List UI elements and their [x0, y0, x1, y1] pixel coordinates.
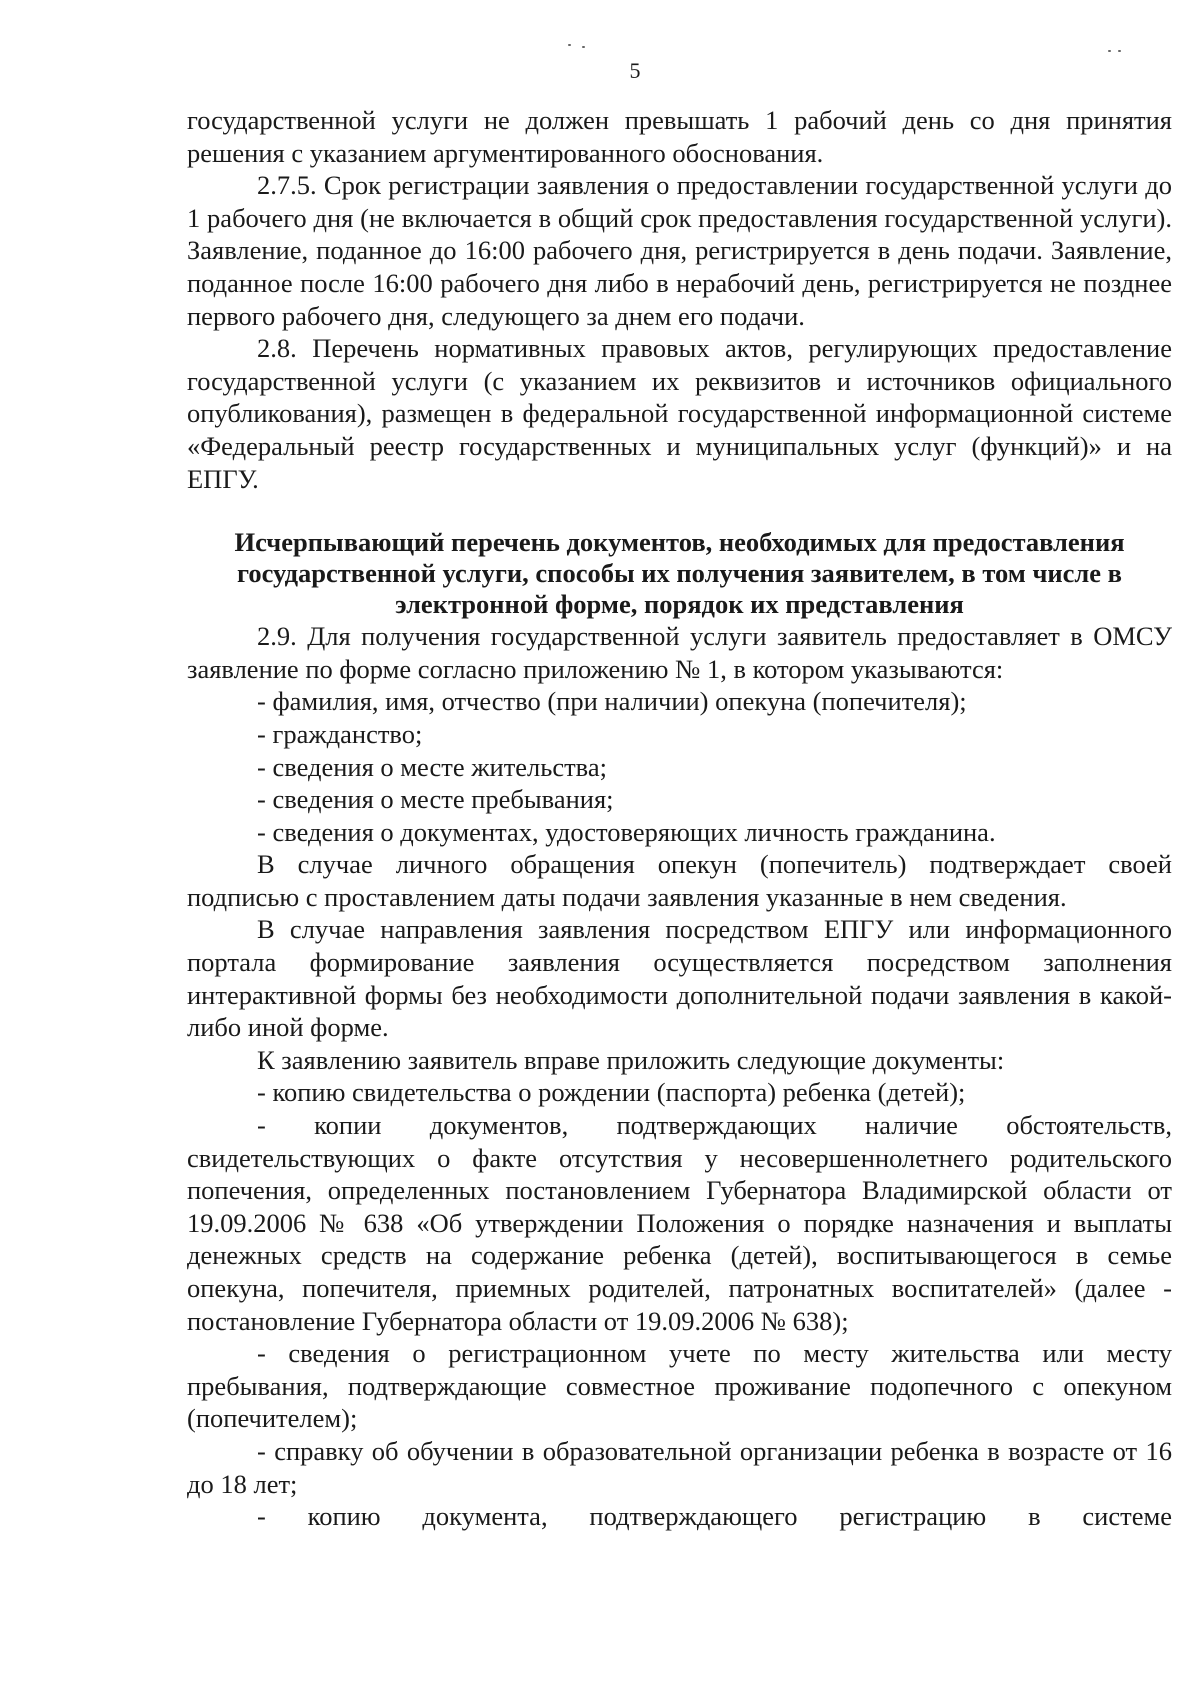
page-number: 5: [629, 58, 641, 83]
paragraph-2-8: 2.8. Перечень нормативных правовых актов, регулирующих предоставление государственной услуги (с указанием их реквизитов и источников официального опубликования), размещен в федеральной государственной информационной системе «Федеральный реестр государственных и муниципальных услуг (функций)» и на ЕПГУ.: [187, 333, 1172, 494]
paragraph: К заявлению заявитель вправе приложить следующие документы:: [257, 1044, 1005, 1075]
paragraph-2-7-5: 2.7.5. Срок регистрации заявления о предоставлении государственной услуги до 1 рабочего дня (не включается в общий срок предоставления государственной услуги). Заявление, поданное до 16:00 рабочего дня, регистрируется в день подачи. Заявление, поданное после 16:00 рабочего дня либо в нерабочий день, регистрируется не позднее первого рабочего дня, следующего за днем его подачи.: [187, 170, 1172, 331]
list-item: - копии документов, подтверждающих наличие обстоятельств, свидетельствующих о факте отсутствия у несовершеннолетнего родительского попечения, определенных постановлением Губернатора Владимирской области от 19.09.2006 № 638 «Об утверждении Положения о порядке назначения и выплаты денежных средств на содержание ребенка (детей), воспитывающегося в семье опекуна, попечителя, приемных родителей, патронатных воспитателей» (далее - постановление Губернатора области от 19.09.2006 № 638);: [187, 1110, 1172, 1336]
scan-speck: [582, 46, 585, 48]
scan-speck: [1108, 50, 1111, 52]
list-item: - фамилия, имя, отчество (при наличии) опекуна (попечителя);: [257, 686, 967, 717]
list-item: - сведения о месте пребывания;: [257, 784, 614, 815]
list-item: - сведения о регистрационном учете по месту жительства или месту пребывания, подтверждающие совместное проживание подопечного с опекуном (попечителем);: [187, 1338, 1172, 1434]
paragraph-2-9: 2.9. Для получения государственной услуги заявитель предоставляет в ОМСУ заявление по форме согласно приложению № 1, в котором указываются:: [187, 621, 1172, 684]
list-item: - гражданство;: [257, 718, 423, 749]
scan-speck: [568, 44, 571, 46]
list-item: - справку об обучении в образовательной организации ребенка в возрасте от 16 до 18 лет;: [187, 1435, 1172, 1499]
scan-speck: [1118, 50, 1121, 52]
list-item: - копию свидетельства о рождении (паспорта) ребенка (детей);: [257, 1077, 966, 1108]
list-item: - сведения о документах, удостоверяющих личность гражданина.: [257, 816, 996, 847]
document-body: [187, 104, 1172, 1533]
list-item: - сведения о месте жительства;: [257, 751, 607, 782]
section-heading: Исчерпывающий перечень документов, необходимых для предоставления государственной услуги, способы их получения заявителем, в том числе в электронной форме, порядок их представления: [234, 527, 1125, 620]
paragraph: государственной услуги не должен превышать 1 рабочий день со дня принятия решения с указанием аргументированного обоснования.: [187, 105, 1172, 168]
paragraph: В случае направления заявления посредством ЕПГУ или информационного портала формирование заявления осуществляется посредством заполнения интерактивной формы без необходимости дополнительной подачи заявления в какой-либо иной форме.: [187, 914, 1172, 1043]
list-item: - копию документа, подтверждающего регистрацию в системе: [257, 1501, 1172, 1532]
paragraph: В случае личного обращения опекун (попечитель) подтверждает своей подписью с проставлением даты подачи заявления указанные в нем сведения.: [187, 849, 1172, 912]
